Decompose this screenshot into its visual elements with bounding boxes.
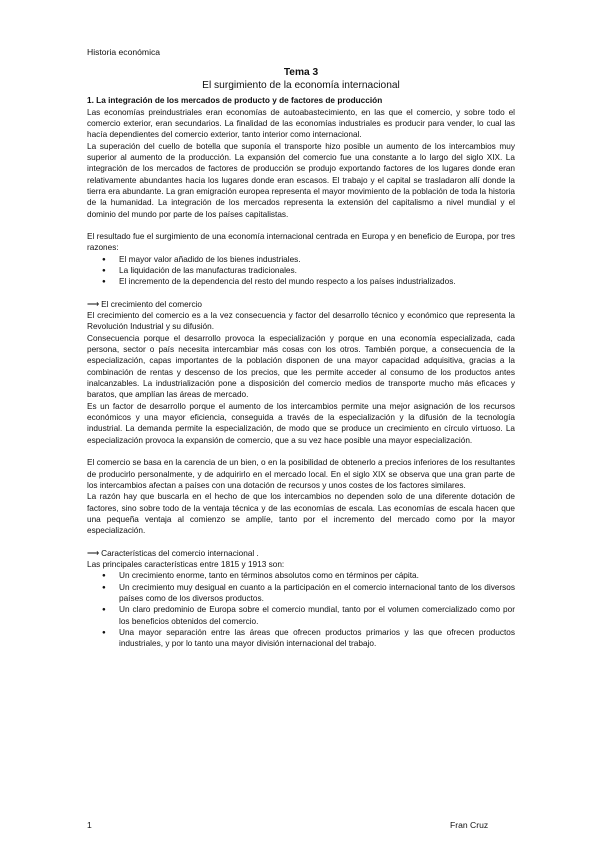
reasons-list <box>87 254 515 288</box>
footer-author: Fran Cruz <box>450 820 489 830</box>
paragraph: El resultado fue el surgimiento de una economía internacional centrada en Europa y en beneficio de Europa, por tres razones: <box>87 231 515 253</box>
spacer <box>87 288 515 299</box>
page-content <box>87 67 515 650</box>
paragraph: La razón hay que buscarla en el hecho de que los intercambios no dependen solo de una diferente dotación de factores, sino sobre todo de la ventaja técnica y de las economías de escala. Las economías de escala hacen que una pequeña ventaja al comienzo se amplíe, tanto por el incremento del mercado como por la mayor especialización. <box>87 492 515 536</box>
characteristics-list <box>87 570 515 649</box>
list-item: ● La liquidación de las manufacturas tradicionales. <box>87 265 515 276</box>
paragraph: Las economías preindustriales eran economías de autoabastecimiento, en las que el comercio, y sobre todo el comercio exterior, eran secundarios. La finalidad de las economías industriales es producir para vender, lo cual las hacía dependientes del comercio exterior, tanto interior como internacional. <box>87 107 515 140</box>
paragraph: Consecuencia porque el desarrollo provoca la especialización y porque en una economía especializada, cada persona, sector o país necesita intercambiar más cosas con los otros. También porque, a consecuencia de la especialización, capas importantes de la población disponen de una mayor capacidad adquisitiva, gracias a la combinación de rentas y descenso de los precios, que les permite acceder al consumo de los productos antes inalcanzables. La industrialización pone a disposición del comercio medios de transporte mucho más eficaces y baratos, que amplían las áreas de mercado. <box>87 333 515 400</box>
subsection-heading-trade-growth: ⟶ El crecimiento del comercio <box>87 299 202 309</box>
subsection-heading-characteristics: ⟶ Características del comercio internacional . <box>87 548 259 558</box>
page-number: 1 <box>87 820 92 830</box>
paragraph: La superación del cuello de botella que suponía el transporte hizo posible un aumento de los intercambios muy superior al aumento de la producción. La expansión del comercio fue una constante a lo largo del siglo XIX. La integración de los mercados de factores de producción se produjo exportando factores de los lugares donde eran relativamente abundantes hacia los lugares donde eran escasos. El trabajo y el capital se trasladaron allí donde la tierra era abundante. La gran emigración europea representa el mayor movimiento de la población de toda la historia de la humanidad. La integración de los mercados representa la extensión del capitalismo a nivel mundial y el dominio del mundo por parte de los países capitalistas. <box>87 141 515 219</box>
chapter-title: El surgimiento de la economía internacional <box>202 79 400 91</box>
paragraph: Es un factor de desarrollo porque el aumento de los intercambios permite una mejor asignación de los recursos económicos y una mayor eficiencia, conseguida a través de la especialización y la difusión de la tecnología industrial. La demanda permite la especialización, de modo que se produce un crecimiento en círculo virtuoso. La especialización provoca la expansión de comercio, que a su vez hace posible una mayor especialización. <box>87 401 515 445</box>
list-item: ● El mayor valor añadido de los bienes industriales. <box>87 254 515 265</box>
spacer <box>87 220 515 231</box>
chapter-number: Tema 3 <box>283 67 319 78</box>
list-item: ● Una mayor separación entre las áreas que ofrecen productos primarios y las que ofrecen productos industriales, y por lo tanto una mayor división internacional del trabajo. <box>87 627 515 650</box>
list-item: ● Un claro predominio de Europa sobre el comercio mundial, tanto por el volumen comercializado como por los beneficios obtenidos del comercio. <box>87 604 515 627</box>
list-item: ● El incremento de la dependencia del resto del mundo respecto a los países industrializados. <box>87 276 515 287</box>
paragraph: Las principales características entre 1815 y 1913 son: <box>87 559 285 569</box>
section-heading-integration: 1. La integración de los mercados de producto y de factores de producción <box>87 96 383 106</box>
spacer <box>87 537 515 548</box>
spacer <box>87 446 515 457</box>
list-item: ● Un crecimiento enorme, tanto en términos absolutos como en términos per cápita. <box>87 570 515 581</box>
list-item: ● Un crecimiento muy desigual en cuanto a la participación en el comercio internacional tanto de los diversos países como de los diversos productos. <box>87 582 515 605</box>
paragraph: El crecimiento del comercio es a la vez consecuencia y factor del desarrollo técnico y económico que representa la Revolución Industrial y su difusión. <box>87 311 515 332</box>
running-header: Historia económica <box>87 47 161 57</box>
paragraph: El comercio se basa en la carencia de un bien, o en la posibilidad de obtenerlo a precios inferiores de los resultantes de producirlo personalmente, y de adquirirlo en el mercado local. En el siglo XIX se observa que una gran parte de los intercambios afectan a países con una dotación de recursos y unos costes de los factores similares. <box>87 458 515 490</box>
